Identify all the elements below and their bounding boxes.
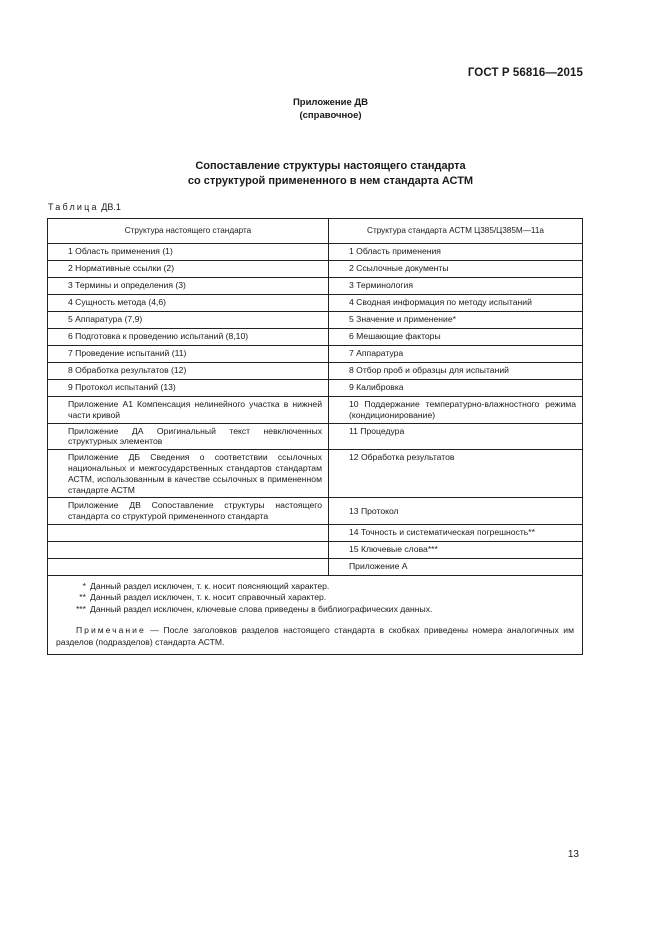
table-cell-left: 1 Область применения (1) — [48, 244, 329, 261]
table-row — [48, 363, 583, 380]
table-cell-right: 14 Точность и систематическая погрешность** — [329, 524, 583, 541]
table-row — [48, 541, 583, 558]
footnote-marker: ** — [79, 592, 86, 603]
table-row — [48, 380, 583, 397]
footnote-marker: * — [82, 580, 86, 591]
table-cell-left: 2 Нормативные ссылки (2) — [48, 261, 329, 278]
table-cell-left: 6 Подготовка к проведению испытаний (8,10) — [48, 329, 329, 346]
page-number: 13 — [567, 849, 579, 860]
table-row — [48, 244, 583, 261]
footnote-marker: *** — [75, 603, 86, 614]
table-row — [48, 329, 583, 346]
table-cell-left: Приложение ДБ Сведения о соответствии ссылочных национальных и межгосударственных стандартов стандартам АСТМ, использованным в качестве ссылочных в примененном стандарте АСТМ — [48, 450, 329, 498]
table-cell-right: 6 Мешающие факторы — [329, 329, 583, 346]
table-cell-right: 10 Поддержание температурно-влажностного режима (кондиционирование) — [329, 397, 583, 424]
table-cell-left: 7 Проведение испытаний (11) — [48, 346, 329, 363]
table-cell-right: 13 Протокол — [329, 498, 583, 525]
table-cell-right: 11 Процедура — [329, 423, 583, 450]
table-cell-left: 5 Аппаратура (7,9) — [48, 312, 329, 329]
comparison-table — [47, 218, 583, 655]
table-cell-left: 8 Обработка результатов (12) — [48, 363, 329, 380]
footnote-text: Данный раздел исключен, т. к. носит справочный характер. — [90, 592, 327, 603]
table-cell-left: 3 Термины и определения (3) — [48, 278, 329, 295]
table-cell-left: 4 Сущность метода (4,6) — [48, 295, 329, 312]
table-row — [48, 558, 583, 575]
table-row — [48, 346, 583, 363]
table-cell-left — [48, 558, 329, 575]
appendix-heading — [0, 96, 661, 122]
footnote — [56, 581, 574, 592]
table-cell-left — [48, 541, 329, 558]
table-row — [48, 397, 583, 424]
table-row — [48, 423, 583, 450]
table-cell-left — [48, 524, 329, 541]
table-label-word: Таблица — [48, 202, 99, 212]
table-row — [48, 261, 583, 278]
table-cell-right: Приложение А — [329, 558, 583, 575]
table-row — [48, 450, 583, 498]
table-label — [48, 202, 121, 212]
table-row — [48, 295, 583, 312]
table-footnotes-row — [48, 575, 583, 654]
table-cell-right: 15 Ключевые слова*** — [329, 541, 583, 558]
table-cell-left: 9 Протокол испытаний (13) — [48, 380, 329, 397]
footnote — [56, 592, 574, 603]
page-title — [0, 159, 661, 189]
title-line-1: Сопоставление структуры настоящего стандарта — [195, 160, 466, 172]
table-row — [48, 278, 583, 295]
table-note — [56, 625, 574, 648]
note-label: Примечание — [76, 625, 146, 636]
table-header-row — [48, 219, 583, 244]
footnote — [56, 604, 574, 615]
appendix-title: Приложение ДВ — [292, 97, 369, 108]
document-code: ГОСТ Р 56816—2015 — [467, 67, 583, 79]
table-cell-right: 1 Область применения — [329, 244, 583, 261]
column-header-astm-standard: Структура стандарта АСТМ Ц385/Ц385М—11а — [329, 219, 583, 244]
table-cell-right: 5 Значение и применение* — [329, 312, 583, 329]
table-cell-right: 4 Сводная информация по методу испытаний — [329, 295, 583, 312]
footnote-text: Данный раздел исключен, ключевые слова приведены в библиографических данных. — [90, 603, 433, 614]
appendix-subtitle: (справочное) — [299, 110, 362, 121]
table-cell-left: Приложение ДА Оригинальный текст невключенных структурных элементов — [48, 423, 329, 450]
table-row — [48, 524, 583, 541]
table-row — [48, 498, 583, 525]
title-line-2: со структурой примененного в нем стандарта АСТМ — [187, 175, 474, 187]
table-cell-left: Приложение ДВ Сопоставление структуры настоящего стандарта со структурой примененного стандарта — [48, 498, 329, 525]
table-footnotes — [48, 575, 583, 654]
table-cell-right: 9 Калибровка — [329, 380, 583, 397]
table-cell-right: 8 Отбор проб и образцы для испытаний — [329, 363, 583, 380]
table-cell-right: 7 Аппаратура — [329, 346, 583, 363]
table-row — [48, 312, 583, 329]
column-header-this-standard: Структура настоящего стандарта — [48, 219, 329, 244]
table-cell-right: 12 Обработка результатов — [329, 450, 583, 498]
table-label-number: ДВ.1 — [101, 202, 121, 212]
table-cell-right: 3 Терминология — [329, 278, 583, 295]
table-body — [48, 244, 583, 655]
table-cell-right: 2 Ссылочные документы — [329, 261, 583, 278]
note-text: — После заголовков разделов настоящего стандарта в скобках приведены номера аналогичных им разделов (подразделов) стандарта АСТМ. — [56, 625, 574, 647]
footnote-text: Данный раздел исключен, т. к. носит поясняющий характер. — [90, 580, 330, 591]
table-cell-left: Приложение А1 Компенсация нелинейного участка в нижней части кривой — [48, 397, 329, 424]
